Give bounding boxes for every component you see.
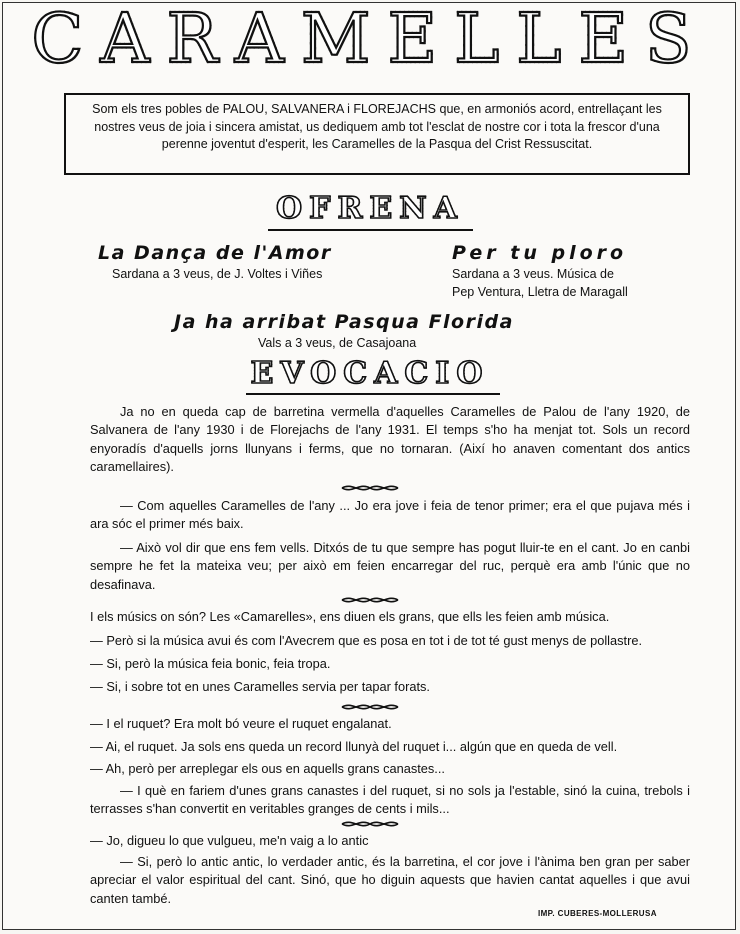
evocacio-dialogue-1: — Com aquelles Caramelles de l'any ... Jo era jove i feia de tenor primer; era el que pujava més i ara sóc el primer més baix. [90, 498, 690, 532]
evocacio-dialogue-12: — Si, però lo antic antic, lo verdader antic, és la barretina, el cor jove i l'ànima ben gran per saber apreciar el valor espiritual del cant. Sinó, que ho diguin aquests que havien cantat aquelles i que avui canten també. [90, 854, 690, 906]
song-subtitle-1: Sardana a 3 veus, de J. Voltes i Viñes [112, 267, 323, 281]
evocacio-line-3: I els músics on són? Les «Camarelles», ens diuen els grans, que ells les feien amb música. [90, 609, 610, 624]
evocacio-line-8: — Ai, el ruquet. Ja sols ens queda un record llunyà del ruquet i... algún que en queda de vell. [90, 739, 618, 754]
song-subtitle-3: Vals a 3 veus, de Casajoana [258, 336, 417, 350]
evocacio-line-7: — I el ruquet? Era molt bó veure el ruquet engalanat. [90, 716, 392, 731]
evocacio-dialogue-10: — I què en fariem d'unes grans canastes i del ruquet, si no sols ja l'estable, sinó la cuina, trebols i terrasses s'han convertit en veritables granges de cents i mils... [90, 783, 690, 817]
ofrena-heading-underline [268, 229, 473, 231]
evocacio-intro: Ja no en queda cap de barretina vermella d'aquelles Caramelles de Palou de l'any 1920, de Salvanera de l'any 1930 i de Florejachs de l'any 1931. El temps s'ho ha menjat tot. Sols un record enyoradís d'aquells jorns llunyans i ferms, que no tornaran. (Així ho anaven comentant dos antics caramellaires). [90, 404, 690, 475]
song-title-2: Per tu ploro [452, 242, 628, 264]
ornament-divider-1 [340, 483, 400, 493]
evocacio-heading-underline [246, 393, 500, 395]
ornament-divider-2 [340, 595, 400, 605]
song-title-3: Ja ha arribat Pasqua Florida [174, 311, 514, 333]
ornament-divider-4 [340, 819, 400, 829]
song-subtitle-2a: Sardana a 3 veus. Música de [452, 267, 614, 281]
ornament-divider-3 [340, 702, 400, 712]
song-subtitle-2b: Pep Ventura, Lletra de Maragall [452, 285, 628, 299]
evocacio-dialogue-2: — Això vol dir que ens fem vells. Ditxós de tu que sempre has pogut lluir-te en el cant. Jo en canbi sempre he fet la mateixa veu; per això em feien encarregar del ruc, perquè era amb l'únic que no desafinava. [90, 540, 690, 592]
evocacio-line-11: — Jo, digueu lo que vulgueu, me'n vaig a lo antic [90, 833, 369, 848]
printer-imprint: IMP. CUBERES-MOLLERUSA [538, 909, 657, 918]
intro-text: Som els tres pobles de PALOU, SALVANERA i FLOREJACHS que, en armoniós acord, entrellaçant les nostres veus de joia i sincera amistat, us dediquem amb tot l'esclat de nostre cor i tota la frescor d'una perenne joventut d'esperit, les Caramelles de la Pasqua del Crist Ressuscitat. [92, 102, 662, 151]
evocacio-line-6: — Si, i sobre tot en unes Caramelles servia per tapar forats. [90, 679, 430, 694]
intro-box [64, 93, 690, 175]
ofrena-heading: OFRENA [0, 194, 740, 224]
evocacio-line-5: — Si, però la música feia bonic, feia tropa. [90, 656, 331, 671]
song-title-1: La Dança de l'Amor [98, 242, 332, 264]
evocacio-line-9: — Ah, però per arreplegar els ous en aquells grans canastes... [90, 761, 445, 776]
main-title: CARAMELLES [0, 6, 740, 74]
evocacio-heading: EVOCACIO [0, 359, 740, 389]
evocacio-line-4: — Però si la música avui és com l'Avecrem que es posa en tot i de tot té gust menys de pollastre. [90, 633, 643, 648]
